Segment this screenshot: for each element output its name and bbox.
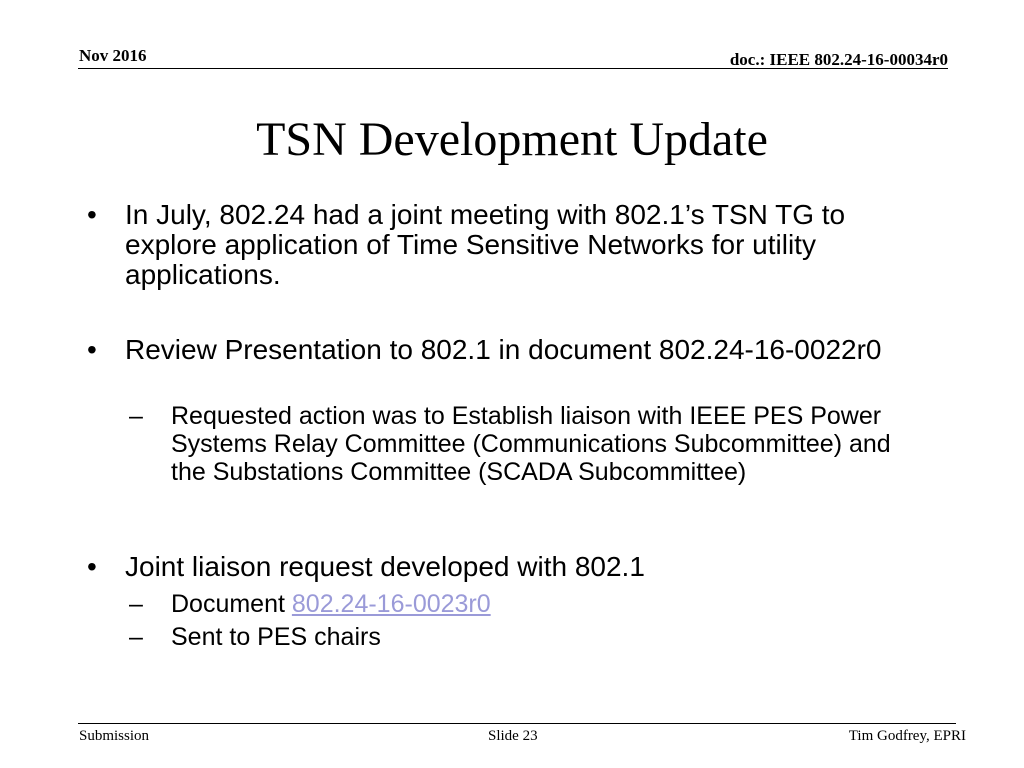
sub-bullet-text: Document <box>171 590 292 618</box>
header-rule <box>78 68 948 69</box>
sub-bullet-item-3-1 <box>129 590 911 618</box>
header-doc-id: doc.: IEEE 802.24-16-00034r0 <box>729 50 948 69</box>
dash-icon: – <box>129 590 143 618</box>
sub-bullet-text: Requested action was to Establish liaison with IEEE PES Power Systems Relay Committee (Communications Subcommittee) and the Substations Committee (SCADA Subcommittee) <box>171 402 891 486</box>
bullet-item-1 <box>87 199 905 290</box>
footer-author: Tim Godfrey, EPRI <box>848 728 966 744</box>
bullet-icon: • <box>87 551 97 582</box>
bullet-text: Review Presentation to 802.1 in document 802.24-16-0022r0 <box>125 334 882 365</box>
document-link[interactable]: 802.24-16-0023r0 <box>291 590 491 618</box>
slide-title: TSN Development Update <box>256 113 768 166</box>
bullet-icon: • <box>87 334 97 365</box>
sub-bullet-item-2-1 <box>129 402 911 486</box>
footer-slide-number: Slide 23 <box>488 728 538 744</box>
footer-submission: Submission <box>79 728 150 744</box>
footer-rule <box>78 723 956 724</box>
sub-bullet-item-3-2 <box>129 623 911 651</box>
bullet-item-3 <box>87 551 905 582</box>
header-date: Nov 2016 <box>79 46 147 65</box>
dash-icon: – <box>129 623 143 651</box>
bullet-text: In July, 802.24 had a joint meeting with 802.1’s TSN TG to explore application of Time Sensitive Networks for utility applications. <box>125 199 846 290</box>
bullet-item-2 <box>87 334 905 365</box>
bullet-icon: • <box>87 199 97 230</box>
sub-bullet-text: Sent to PES chairs <box>171 623 381 651</box>
bullet-text: Joint liaison request developed with 802.1 <box>125 551 645 582</box>
dash-icon: – <box>129 402 143 430</box>
